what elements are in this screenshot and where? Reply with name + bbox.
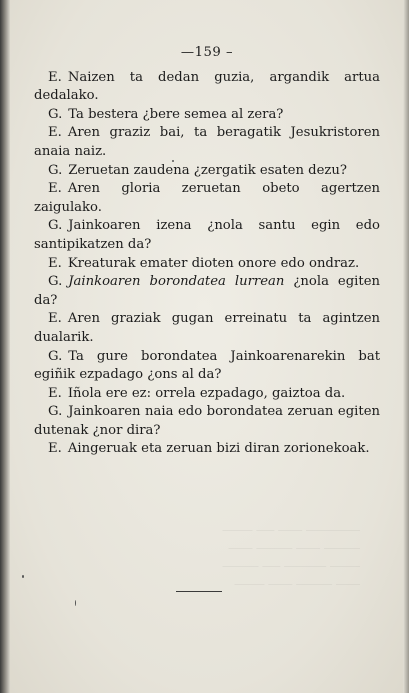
speaker-label: G.: [48, 404, 63, 420]
speaker-label: E.: [48, 181, 62, 197]
page-number: —159 –: [180, 45, 234, 60]
speaker-label: G.: [48, 162, 63, 178]
italic-phrase: Jainkoaren borondatea lurrean: [68, 274, 285, 290]
speaker-label: E.: [48, 255, 62, 271]
dialogue-paragraph: [34, 217, 380, 254]
speaker-label: G.: [48, 106, 63, 122]
dialogue-paragraph: [34, 310, 380, 347]
speaker-label: E.: [48, 441, 62, 457]
speaker-label: G.: [48, 218, 63, 234]
dialogue-paragraph: [34, 273, 380, 310]
paper-speck: [172, 160, 174, 162]
paragraph-text: Jainkoaren izena ¿nola santu egin edo santipikatzen da?: [34, 218, 380, 252]
dialogue-paragraph: [34, 255, 380, 274]
page-right-edge: [403, 0, 409, 693]
dialogue-paragraph: [34, 124, 380, 161]
page-left-edge-shadow: [0, 0, 10, 693]
bleed-through-text: _________ ____ ___ _____ ______ ____ ______ ____ _____ _______ ___ ______ ____ ______ ____ _____: [222, 517, 360, 585]
paper-speck: [75, 600, 76, 606]
paragraph-text: ¿nola egiten da?: [34, 274, 380, 308]
page-text: [34, 44, 380, 459]
paragraph-text: Naizen ta dedan guzia, argandik artua dedalako.: [34, 69, 380, 104]
dialogue-paragraph: [34, 180, 380, 217]
paragraph-text: Ta gure borondatea Jainkoarenarekin bat egiñik ezpadago ¿ons al da?: [34, 348, 380, 383]
paragraph-text: Aingeruak eta zeruan bizi diran zorionekoak.: [67, 441, 370, 457]
speaker-label: G.: [48, 274, 63, 290]
dialogue-paragraph: [34, 106, 380, 125]
paragraph-text: Iñola ere ez: orrela ezpadago, gaiztoa da.: [67, 385, 346, 401]
end-rule: [176, 591, 222, 592]
paragraph-text: Jainkoaren naia edo borondatea zeruan egiten dutenak ¿nor dira?: [34, 404, 380, 438]
dialogue-paragraph: [34, 69, 380, 106]
speaker-label: E.: [48, 69, 62, 85]
paragraph-text: Aren graziak gugan erreinatu ta agintzen dualarik.: [34, 311, 380, 345]
speaker-label: E.: [48, 385, 62, 401]
speaker-label: G.: [48, 348, 63, 364]
paragraph-text: Kreaturak emater dioten onore edo ondraz.: [67, 255, 360, 271]
dialogue-paragraph: [34, 348, 380, 385]
paragraph-text: Ta bestera ¿bere semea al zera?: [68, 106, 284, 122]
speaker-label: E.: [48, 311, 62, 327]
paragraph-text: Zeruetan zaudena ¿zergatik esaten dezu?: [68, 162, 347, 178]
paragraph-text: Aren gloria zeruetan obeto agertzen zaigulako.: [34, 181, 380, 215]
dialogue-paragraph: [34, 403, 380, 440]
paragraph-text: Aren graziz bai, ta beragatik Jesukristoren anaia naiz.: [34, 125, 380, 159]
dialogue-paragraph: [34, 440, 380, 459]
speaker-label: E.: [48, 125, 62, 141]
dialogue-paragraph: [34, 162, 380, 181]
paper-speck: [22, 575, 24, 578]
dialogue-paragraph: [34, 385, 380, 404]
